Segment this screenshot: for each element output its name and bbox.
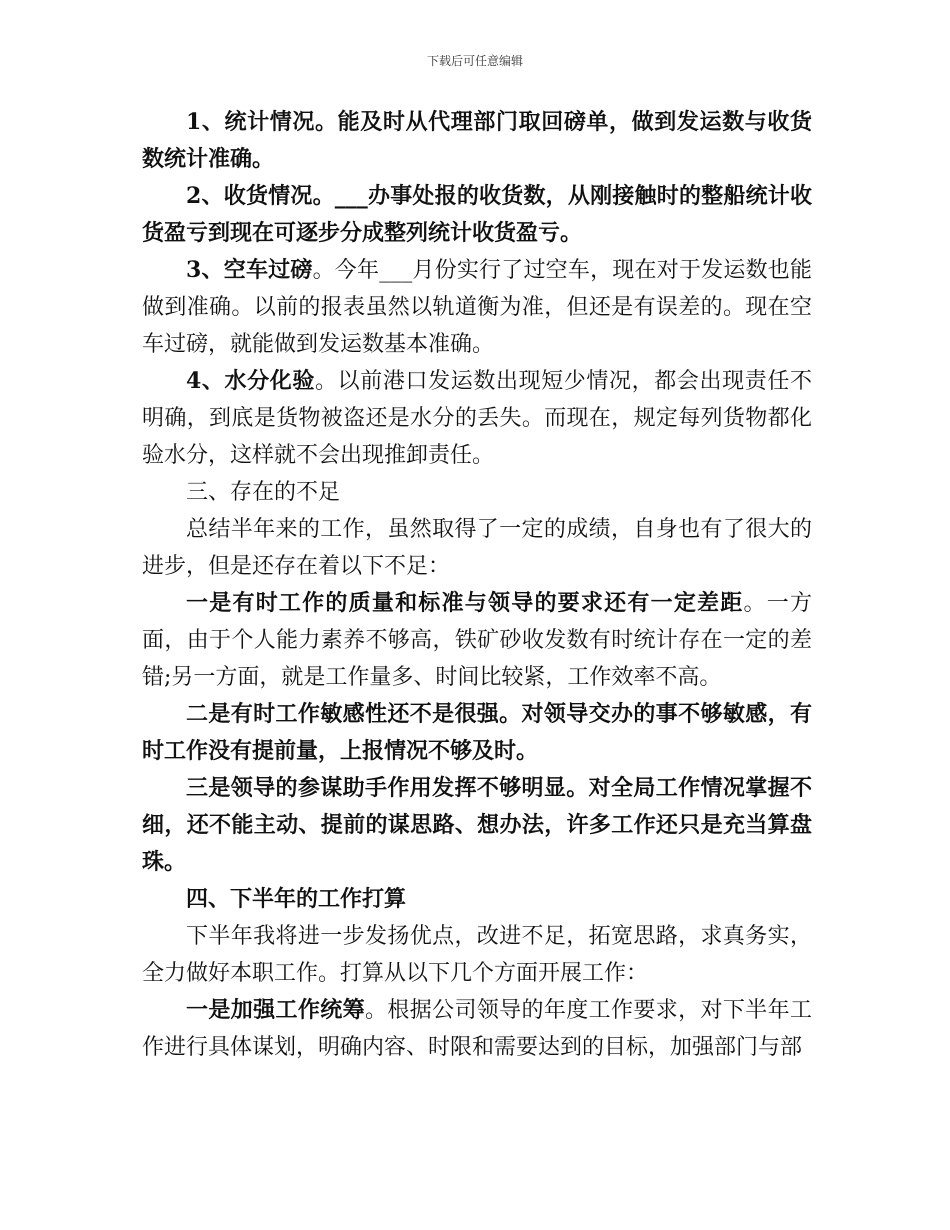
paragraph-lead: 二是有时工作敏感性还不是很强。对领导交办的事不够敏感，有时工作没有提前量，上报情况不够及时。 bbox=[142, 701, 812, 764]
document-body bbox=[142, 104, 812, 1066]
paragraph-lead: 四、下半年的工作打算 bbox=[186, 886, 407, 912]
paragraph-plan-1 bbox=[142, 992, 812, 1066]
paragraph-statistics bbox=[142, 104, 812, 178]
paragraph-lead: 2、收货情况。___办事处报的收货数，从刚接触时的整船统计收货盈亏到现在可逐步分成整列统计收货盈亏。 bbox=[142, 183, 812, 246]
paragraph-lead: 一是有时工作的质量和标准与领导的要求还有一定差距 bbox=[186, 590, 744, 616]
paragraph-shortcoming-2 bbox=[142, 696, 812, 770]
paragraph-receiving bbox=[142, 178, 812, 252]
page-header: 下载后可任意编辑 bbox=[426, 54, 523, 68]
paragraph-body: 总结半年来的工作，虽然取得了一定的成绩，自身也有了很大的进步，但是还存在着以下不足： bbox=[142, 517, 812, 579]
paragraph-moisture-test bbox=[142, 363, 812, 474]
paragraph-body: 三、存在的不足 bbox=[186, 480, 341, 505]
paragraph-shortcoming-3 bbox=[142, 770, 812, 881]
paragraph-summary bbox=[142, 511, 812, 585]
paragraph-shortcoming-1 bbox=[142, 585, 812, 696]
paragraph-body: 。根据公司领导的年度工作要求，对下半年工作进行具体谋划，明确内容、时限和需要达到的目标，加强部门与部 bbox=[142, 998, 812, 1060]
paragraph-plans-intro bbox=[142, 918, 812, 992]
section-heading-plans bbox=[142, 881, 812, 918]
paragraph-lead: 1、统计情况。能及时从代理部门取回磅单，做到发运数与收货数统计准确。 bbox=[142, 109, 812, 172]
paragraph-empty-weighing bbox=[142, 252, 812, 363]
paragraph-lead: 4、水分化验 bbox=[186, 368, 316, 394]
paragraph-lead: 三是领导的参谋助手作用发挥不够明显。对全局工作情况掌握不细，还不能主动、提前的谋思路、想办法，许多工作还只是充当算盘珠。 bbox=[142, 775, 812, 875]
paragraph-body: 下半年我将进一步发扬优点，改进不足，拓宽思路，求真务实，全力做好本职工作。打算从以下几个方面开展工作： bbox=[142, 924, 812, 986]
paragraph-body: 。以前港口发运数出现短少情况，都会出现责任不明确，到底是货物被盗还是水分的丢失。而现在，规定每列货物都化验水分，这样就不会出现推卸责任。 bbox=[142, 369, 812, 468]
paragraph-body: 。一方面，由于个人能力素养不够高，铁矿砂收发数有时统计存在一定的差错;另一方面，就是工作量多、时间比较紧，工作效率不高。 bbox=[142, 591, 812, 690]
section-heading-shortcomings bbox=[142, 474, 812, 511]
paragraph-lead: 3、空车过磅 bbox=[186, 257, 313, 283]
paragraph-lead: 一是加强工作统筹 bbox=[186, 997, 365, 1023]
paragraph-body: 。今年___月份实行了过空车，现在对于发运数也能做到准确。以前的报表虽然以轨道衡为准，但还是有误差的。现在空车过磅，就能做到发运数基本准确。 bbox=[142, 258, 812, 357]
